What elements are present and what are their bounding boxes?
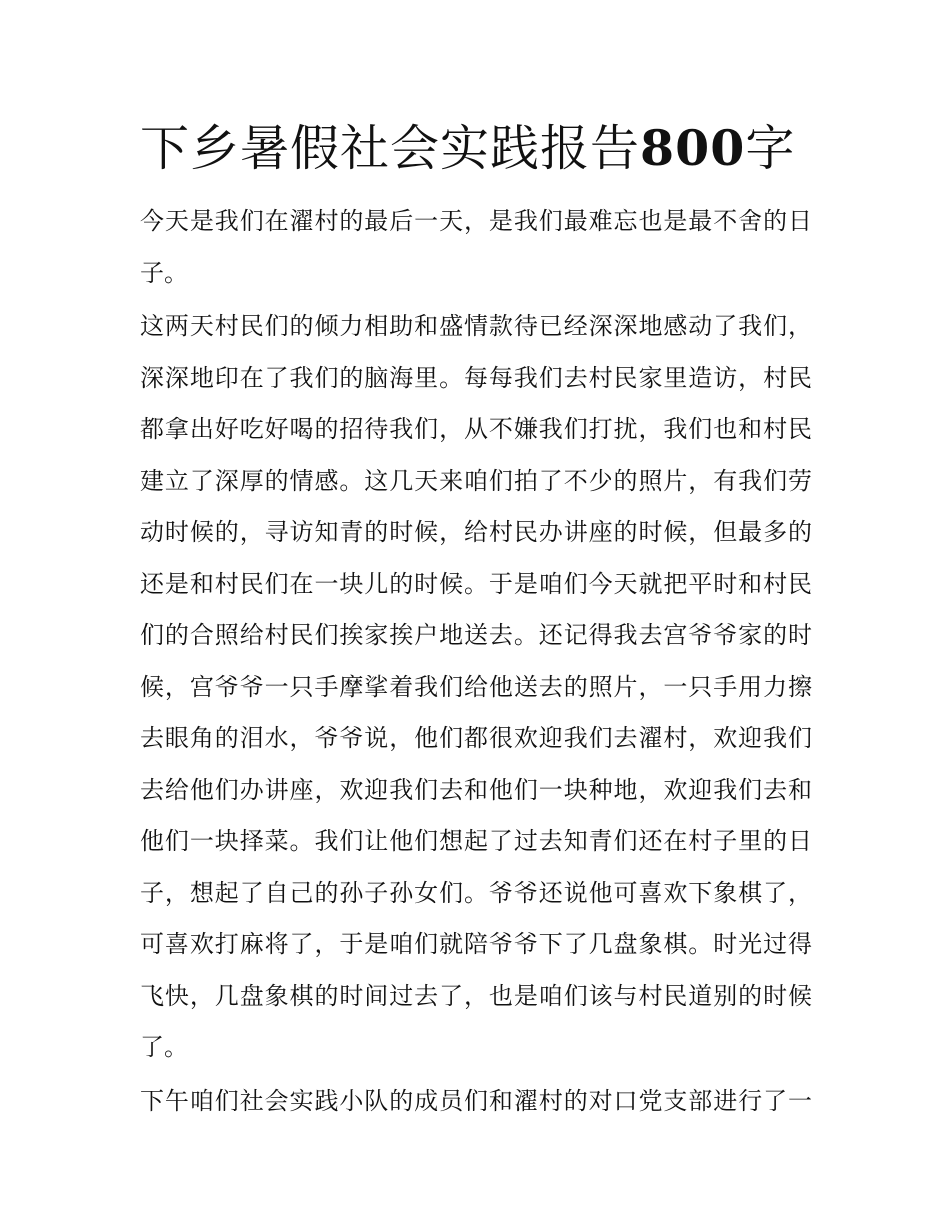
text-line: 候，宫爷爷一只手摩挲着我们给他送去的照片，一只手用力擦: [140, 672, 812, 701]
text-line: 们的合照给村民们挨家挨户地送去。还记得我去宫爷爷家的时: [140, 621, 812, 649]
text-line: 了。: [140, 1033, 188, 1061]
text-line: 他们一块择菜。我们让他们想起了过去知青们还在村子里的日: [140, 827, 812, 855]
paragraph-2: [140, 301, 812, 1074]
paragraph-3: [140, 1076, 812, 1128]
title-prefix: 下乡暑假社会实践报告: [140, 120, 641, 177]
text-line: 飞快，几盘象棋的时间过去了，也是咱们该与村民道别的时候: [140, 981, 812, 1010]
title-suffix: 字: [745, 120, 796, 177]
title-number: 800: [640, 119, 746, 177]
page-title: [140, 118, 830, 179]
text-line: 还是和村民们在一块儿的时候。于是咱们今天就把平时和村民: [140, 569, 812, 598]
text-line: 建立了深厚的情感。这几天来咱们拍了不少的照片，有我们劳: [140, 466, 812, 495]
text-line: 子，想起了自己的孙子孙女们。爷爷还说他可喜欢下象棋了，: [140, 878, 812, 907]
text-line: 今天是我们在濯村的最后一天，是我们最难忘也是最不舍的日: [140, 207, 812, 235]
text-line: 动时候的，寻访知青的时候，给村民办讲座的时候，但最多的: [140, 518, 812, 546]
text-line: 这两天村民们的倾力相助和盛情款待已经深深地感动了我们，: [140, 312, 812, 340]
text-line: 都拿出好吃好喝的招待我们，从不嫌我们打扰，我们也和村民: [140, 415, 812, 443]
text-line: 下午咱们社会实践小队的成员们和濯村的对口党支部进行了一: [140, 1086, 812, 1115]
text-line: 可喜欢打麻将了，于是咱们就陪爷爷下了几盘象棋。时光过得: [140, 930, 812, 958]
text-line: 深深地印在了我们的脑海里。每每我们去村民家里造访，村民: [140, 363, 812, 392]
text-line: 子。: [140, 258, 188, 287]
paragraph-1: [140, 196, 812, 299]
document-body: [140, 196, 812, 1129]
text-line: 去给他们办讲座，欢迎我们去和他们一块种地，欢迎我们去和: [140, 775, 812, 804]
text-line: 去眼角的泪水，爷爷说，他们都很欢迎我们去濯村，欢迎我们: [140, 724, 812, 752]
